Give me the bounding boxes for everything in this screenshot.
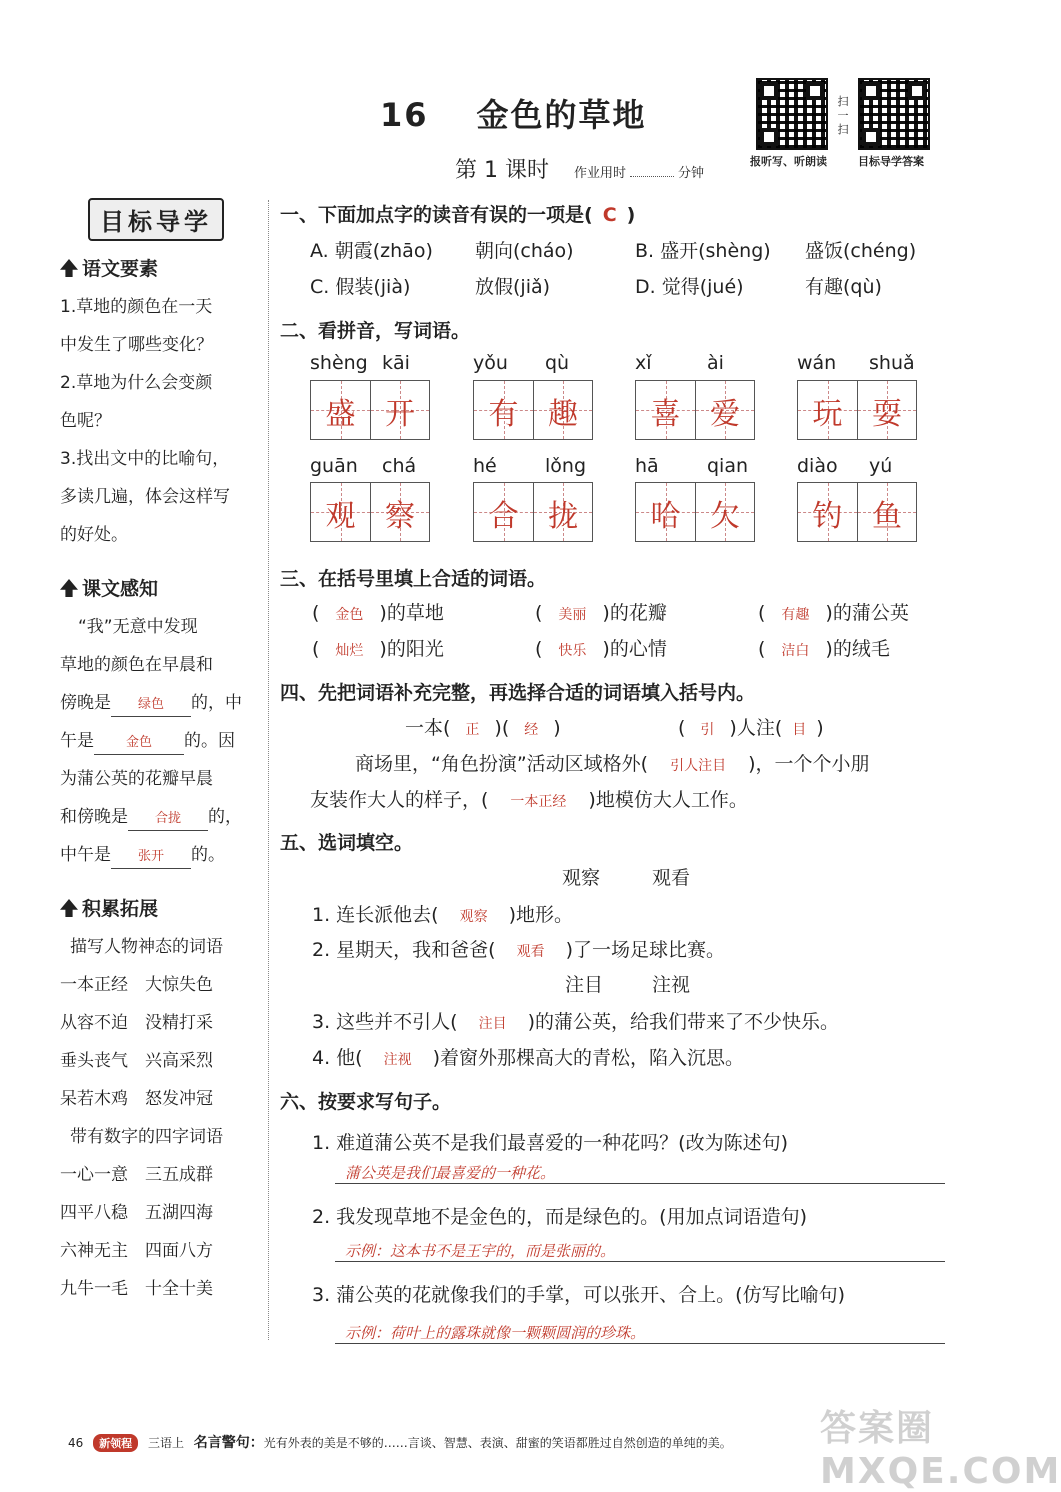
question-6: 六、按要求写句子。	[280, 1091, 452, 1113]
tian-cell[interactable]	[636, 483, 695, 541]
answer-line[interactable]: 示例：这本书不是王宇的，而是张丽的。	[335, 1240, 945, 1262]
summary-line: 和傍晚是 合拢 的，	[60, 798, 260, 836]
tian-cell[interactable]	[311, 381, 370, 439]
question-2: 二、看拼音，写词语。	[280, 320, 471, 342]
pinyin-syllable: ài	[707, 352, 724, 374]
question-1: 一、下面加点字的读音有误的一项是( C )	[280, 204, 636, 226]
handwritten-character: 欠	[710, 499, 740, 534]
option-b2: 盛饭(chéng)	[805, 240, 917, 262]
objective-line: 2.草地为什么会变颜	[60, 373, 213, 393]
q4-sentence-2: 友装作大人的样子，( 一本正经 )地模仿大人工作。	[310, 789, 748, 811]
question-3: 三、在括号里填上合适的词语。	[280, 568, 547, 590]
lesson-name: 金色的草地	[476, 96, 647, 134]
handwritten-character: 鱼	[872, 499, 902, 534]
tian-cell[interactable]	[857, 381, 916, 439]
pinyin-syllable: yú	[869, 455, 893, 477]
handwritten-character: 有	[488, 397, 519, 432]
option-d2: 有趣(qù)	[805, 276, 882, 298]
sidebar	[60, 250, 260, 1308]
scan-label: 扫一扫	[837, 95, 849, 136]
word-row: 从容不迫 没精打采	[60, 1013, 213, 1033]
option-a1: A. 朝霞(zhāo)	[310, 240, 433, 262]
objective-line: 多读几遍，体会这样写	[60, 487, 230, 507]
tian-cell[interactable]	[533, 381, 592, 439]
word-option: 观察	[562, 867, 601, 889]
summary-line: “我”无意中发现	[78, 617, 198, 637]
pinyin-syllable: shèng	[310, 352, 368, 374]
q5-sentence: 4. 他( 注视 )着窗外那棵高大的青松，陷入沉思。	[312, 1047, 745, 1069]
q5-sentence: 3. 这些并不引人( 注目 )的蒲公英，给我们带来了不少快乐。	[312, 1011, 840, 1033]
word-row: 呆若木鸡 怒发冲冠	[60, 1089, 213, 1109]
tian-cell[interactable]	[474, 381, 533, 439]
option-d1: D. 觉得(jué)	[635, 276, 744, 298]
handwritten-character: 观	[325, 499, 356, 534]
brand-logo: 新领程	[93, 1434, 138, 1452]
option-a2: 朝向(cháo)	[475, 240, 574, 262]
watermark: 答案圈 MXQE.COM	[820, 1408, 1061, 1492]
handwritten-character: 趣	[548, 397, 578, 432]
pinyin-syllable: qù	[545, 352, 570, 374]
q6-prompt: 1. 难道蒲公英不是我们最喜爱的一种花吗？(改为陈述句)	[312, 1132, 788, 1154]
answer-blank[interactable]: 张开	[111, 846, 191, 869]
question-5: 五、选词填空。	[280, 832, 414, 854]
word-row: 六神无主 四面八方	[60, 1241, 213, 1261]
divider	[268, 200, 269, 1340]
fill-item: ( 洁白 )的绒毛	[758, 638, 890, 660]
tian-cell[interactable]	[695, 483, 754, 541]
qr2-label: 目标导学答案	[858, 155, 924, 168]
answer-blank[interactable]: 绿色	[111, 694, 191, 717]
word-option: 观看	[652, 867, 691, 889]
handwritten-character: 耍	[872, 397, 902, 432]
lesson-subtitle	[455, 153, 704, 184]
objective-line: 的好处。	[60, 525, 128, 545]
lesson-title	[380, 90, 647, 136]
handwritten-character: 喜	[650, 397, 681, 432]
pinyin-syllable: lǒng	[545, 455, 587, 477]
qr-code-icon[interactable]	[858, 78, 930, 150]
objective-line: 3.找出文中的比喻句，	[60, 449, 230, 469]
q1-answer[interactable]: C	[602, 204, 617, 226]
tian-cell[interactable]	[370, 483, 429, 541]
pinyin-syllable: kāi	[382, 352, 410, 374]
pinyin-syllable: wán	[797, 352, 837, 374]
grade-label: 三语上	[147, 1436, 184, 1450]
summary-line: 为蒲公英的花瓣早晨	[60, 769, 213, 789]
pinyin-syllable: shuǎ	[869, 352, 915, 374]
tian-cell[interactable]	[636, 381, 695, 439]
pinyin-syllable: diào	[797, 455, 838, 477]
section-heading: 语文要素	[60, 250, 260, 288]
pinyin-syllable: qian	[707, 455, 749, 477]
character-box[interactable]	[635, 380, 755, 440]
handwritten-character: 合	[488, 499, 519, 534]
fill-item: ( 灿烂 )的阳光	[312, 638, 444, 660]
page-number: 46	[68, 1436, 84, 1450]
option-b1: B. 盛开(shèng)	[635, 240, 771, 262]
fill-item: ( 美丽 )的花瓣	[535, 602, 667, 624]
tian-cell[interactable]	[533, 483, 592, 541]
tian-cell[interactable]	[798, 381, 857, 439]
handwritten-character: 钓	[812, 499, 843, 534]
tian-cell[interactable]	[857, 483, 916, 541]
section-heading: 积累拓展	[60, 890, 260, 928]
tian-cell[interactable]	[311, 483, 370, 541]
word-option: 注视	[652, 974, 691, 996]
section-heading: 课文感知	[60, 570, 260, 608]
character-box[interactable]	[635, 482, 755, 542]
character-box[interactable]	[310, 482, 430, 542]
footer	[68, 1432, 732, 1452]
handwritten-character: 玩	[812, 397, 843, 432]
handwritten-character: 开	[385, 397, 415, 432]
objective-line: 色呢？	[60, 411, 111, 431]
character-box[interactable]	[797, 482, 917, 542]
qr-code-icon[interactable]	[756, 78, 828, 150]
q5-sentence: 1. 连长派他去( 观察 )地形。	[312, 904, 574, 926]
tian-cell[interactable]	[370, 381, 429, 439]
sidebar-title: 目标导学	[88, 198, 224, 241]
quote-text: 光有外表的美是不够的……言谈、智慧、表演、甜蜜的笑语都胜过自然创造的单纯的美。	[263, 1436, 732, 1450]
character-box[interactable]	[473, 380, 593, 440]
summary-line: 中午是 张开 的。	[60, 836, 260, 874]
chess-piece-icon	[60, 579, 78, 597]
time-unit: 分钟	[678, 166, 705, 181]
character-box[interactable]	[797, 380, 917, 440]
word-option: 注目	[565, 974, 604, 996]
objective-line: 1.草地的颜色在一天	[60, 297, 213, 317]
summary-line: 午是 金色 的。因	[60, 722, 260, 760]
summary-line: 傍晚是 绿色 的，中	[60, 684, 260, 722]
option-c1: C. 假装(jià)	[310, 276, 411, 298]
pinyin-syllable: chá	[382, 455, 417, 477]
question-4: 四、先把词语补充完整，再选择合适的词语填入括号内。	[280, 682, 756, 704]
fill-item: ( 快乐 )的心情	[535, 638, 667, 660]
tian-cell[interactable]	[695, 381, 754, 439]
q4-sentence-1: 商场里，“角色扮演”活动区域格外( 引人注目 )，一个个小朋	[355, 753, 870, 775]
idiom-1: 一本( 正 )( 经 )	[405, 717, 561, 739]
answer-blank[interactable]: 合拢	[128, 808, 208, 831]
word-row: 垂头丧气 兴高采烈	[60, 1051, 213, 1071]
handwritten-character: 爱	[710, 397, 740, 432]
handwritten-character: 盛	[325, 397, 356, 432]
summary-line: 草地的颜色在早晨和	[60, 655, 213, 675]
chess-piece-icon	[60, 899, 78, 917]
option-c2: 放假(jiǎ)	[475, 276, 551, 298]
q5-sentence: 2. 星期天，我和爸爸( 观看 )了一场足球比赛。	[312, 939, 726, 961]
quote-label: 名言警句：	[193, 1435, 264, 1451]
time-label: 作业用时	[573, 166, 626, 181]
character-box[interactable]	[473, 482, 593, 542]
qr1-label: 报听写、听朗读	[750, 155, 827, 168]
tian-cell[interactable]	[798, 483, 857, 541]
pinyin-syllable: yǒu	[473, 352, 508, 374]
time-blank[interactable]	[630, 176, 674, 177]
objective-line: 中发生了哪些变化？	[60, 335, 213, 355]
answer-line[interactable]: 示例：荷叶上的露珠就像一颗颗圆润的珍珠。	[335, 1322, 945, 1344]
fill-item: ( 有趣 )的蒲公英	[758, 602, 909, 624]
chess-piece-icon	[60, 259, 78, 277]
word-row: 一心一意 三五成群	[60, 1165, 213, 1185]
tian-cell[interactable]	[474, 483, 533, 541]
lesson-number: 16	[380, 96, 429, 134]
pinyin-syllable: guān	[310, 455, 358, 477]
idiom-2: ( 引 )人注( 目 )	[678, 717, 824, 739]
character-box[interactable]	[310, 380, 430, 440]
q6-prompt: 3. 蒲公英的花就像我们的手掌，可以张开、合上。(仿写比喻句)	[312, 1284, 845, 1306]
word-group-title: 描写人物神态的词语	[70, 937, 223, 957]
pinyin-syllable: hā	[635, 455, 659, 477]
handwritten-character: 察	[385, 499, 415, 534]
answer-blank[interactable]: 金色	[94, 732, 184, 755]
handwritten-character: 拢	[548, 499, 578, 534]
word-group-title: 带有数字的四字词语	[70, 1127, 223, 1147]
pinyin-syllable: hé	[473, 455, 497, 477]
answer-line[interactable]: 蒲公英是我们最喜爱的一种花。	[335, 1162, 945, 1184]
q6-prompt: 2. 我发现草地不是金色的，而是绿色的。(用加点词语造句)	[312, 1206, 807, 1228]
fill-item: ( 金色 )的草地	[312, 602, 444, 624]
pinyin-syllable: xǐ	[635, 352, 652, 374]
word-row: 一本正经 大惊失色	[60, 975, 213, 995]
handwritten-character: 哈	[650, 499, 681, 534]
word-row: 四平八稳 五湖四海	[60, 1203, 213, 1223]
class-period: 第 1 课时	[455, 158, 549, 183]
word-row: 九牛一毛 十全十美	[60, 1279, 213, 1299]
